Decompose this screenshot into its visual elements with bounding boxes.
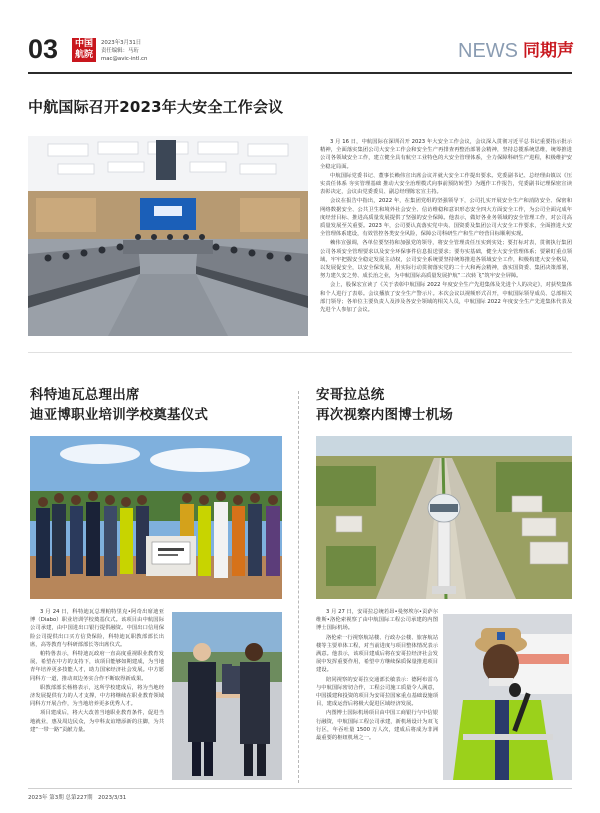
handshake-photo-art	[172, 612, 282, 780]
article1-paragraph: 赖伟宣强调，各单位要坚持和加强党的领导，将安全管理责任压实到实处；要打标对表，贯彻执行集团公司各项安全管理要求以及安全环保事件信息报送要求；要夯实基础，健全大安全管理体系；要紧盯重点领域，牢牢把握安全稳定发展主动权，公司安全系统要坚持统筹推进各领域安全工作，积极构建大安全格局，以发展促安全，以安全保发展，用实际行动贯彻落实党的二十大和两会精神，落实国资委、集团决策部署，努力建久安之势、成长治之业，为中航国际高质量发展护航“二次转飞”筑牢安全屏障。	[320, 240, 572, 280]
footer-issue-info: 2023年 第3期 总第227期 2023/3/31	[28, 795, 127, 801]
airport-aerial-photo	[316, 436, 572, 599]
column-divider	[298, 391, 299, 783]
publication-logo: 中国 航院	[72, 38, 96, 62]
section-divider	[28, 352, 572, 353]
ceremony-photo	[30, 436, 282, 599]
article1-body	[320, 138, 572, 314]
article2-title	[30, 385, 208, 425]
president-portrait-photo-art	[443, 614, 572, 780]
issue-date: 2023年3月31日	[101, 40, 142, 46]
article2-paragraph: 职教部部长杨格表示，这所学校建成后，将为当地经济发展提供有力的人才支撑，中方将继续在职业教育领域同科方开展合作，为当地培养更多优秀人才。	[30, 684, 164, 708]
article3-paragraph: 洛伦索一行视察航站楼、行政办公楼、旅客航站楼等主要单体工程，对当前进度与项目整体情况表示满意。他表示，该项目建成后将在安哥拉经济社会发展中发挥重要作用，希望中方继续保质保量推进项目建设。	[316, 634, 438, 674]
article1-paragraph: 3 月 16 日，中航国际在深圳召开 2023 年大安全工作会议，会议深入贯彻习近平总书记重要指示批示精神，全面落实集团公司大安全工作会和安全生产再排查再整治部署会精神，坚持总揽系统思维，统筹推进公司各领域安全工作，建立健全具有航空工业特色的大安全管理体系，全力保障科研生产进程，积极维护安全稳定局面。	[320, 139, 572, 170]
article3-paragraph: 内图博士国际机场项目由中国工商银行与中信银行融资，中航国际工程公司承建，新机场设计为双飞行区，年吞吐量 1500 万人次，建成后将成为非洲最重要的枢纽机场之一。	[316, 710, 438, 742]
president-portrait-photo	[443, 614, 572, 780]
editor-line: 责任编辑：马珩	[101, 48, 139, 54]
article3-title	[316, 385, 453, 425]
article3-paragraph: 3 月 27 日，安哥拉总统若昂•曼努埃尔•贡萨尔维斯•洛伦索视察了由中航国际工程公司承建的内图博士国际机场。	[316, 609, 438, 632]
article1-paragraph: 会上，股保宏宣读了《关于表彰中航国际 2022 年度安全生产先进集体及先进个人的决定》，对获奖集体和个人进行了表彰。会议播放了安全生产警示片。本次会议以视频形式召开，中航国际领导成员、总部相关部门领导；各单位主要负责人及涉及各安全领域的相关人员，中航国际 2022 年度安全生产先进集体代表及先进个人参加了会议。	[320, 282, 572, 314]
meeting-hall-photo-art	[28, 136, 308, 336]
handshake-photo	[172, 612, 282, 780]
article2-title-line: 科特迪瓦总理出席	[30, 387, 140, 403]
meeting-hall-photo	[28, 136, 308, 336]
article1-title: 中航国际召开2023年大安全工作会议	[28, 98, 284, 116]
article3-title-line: 再次视察内图博士机场	[316, 407, 453, 423]
ceremony-photo-art	[30, 436, 282, 599]
section-label-en: NEWS	[458, 40, 518, 62]
article3-body	[316, 608, 438, 742]
contact-email: mac@avic-intl.cn	[101, 56, 148, 62]
article2-title-line: 迪亚博职业培训学校奠基仪式	[30, 407, 209, 423]
article2-paragraph: 项目建成后，将大大改善当地职业教育条件，促进当地就业，惠及周边民众，为中科友谊增添新的注脚，为共建“一带一路”贡献力量。	[30, 710, 164, 733]
article1-paragraph: 会议在报告中指出，2022 年，在集团党组的坚强领导下，公司扎实开展安全生产和消防安全、保密和网络数据安全、公共卫生和境外社会安全、信访维稳和意识形态安全四大方面安全工作，为公司全面完成年度经营目标、推进高质量发展提供了坚强的安全保障。他表示，做好各业务领域的安全管理工作，对公司高质量发展至关重要。2023 年，公司要认真落实党中央、国资委及集团公司大安全工作要求，全面推进大安全管理体系建设，有效管控各类安全风险，保障公司科研生产和生产经营目标顺利实现。	[320, 198, 572, 238]
article2-paragraph: 3 月 24 日，科特迪瓦总理帕特里克•阿奇出席迪亚博（Diabo）职业培训学校奠基仪式。该项目由中航国际公司承建，由中国进出口银行提供融资。中国出口信用保险公司提供出口买方信贷保险，科特迪瓦职教部部长出席，高等教育与科研部部长等出席仪式。	[30, 609, 164, 648]
page-number: 03	[28, 34, 59, 64]
article2-paragraph: 帕特鲁表示，科特迪瓦政府一直高度重视职业教育发展，希望在中方的支持下，该项目能够如期建成，为当地青年培养更多技能人才，助力国家经济社会发展。中方愿同科方一道，推动双边务实合作不断取得新成果。	[30, 651, 164, 682]
article2-body	[30, 608, 164, 734]
section-label-cn: 同期声	[523, 41, 574, 61]
footer-rule	[28, 788, 572, 789]
header-rule	[28, 72, 572, 74]
article3-paragraph: 陪同视察的安哥拉交通部长敏表示：德阿布雷乌与中航国际密切合作，工程公司施工质量令人满意，中国援建和投资的项目为安哥拉国家重点基础设施项目，建成运营后将极大促进区域经济发展。	[316, 676, 438, 708]
article1-paragraph: 中航国际党委书记、董事长赖伟宣出席会议并就大安全工作提出要求。党委副书记、总经理由镇以《压实责任体系 夯实管理基础 推动大安全治理模式向事前预防转型》为题作工作报告，党委副书记理保密宣读表彰决定，会议由党委委员、副总经理陈宏宣主持。	[320, 172, 572, 196]
airport-aerial-photo-art	[316, 436, 572, 599]
article3-title-line: 安哥拉总统	[316, 387, 385, 403]
